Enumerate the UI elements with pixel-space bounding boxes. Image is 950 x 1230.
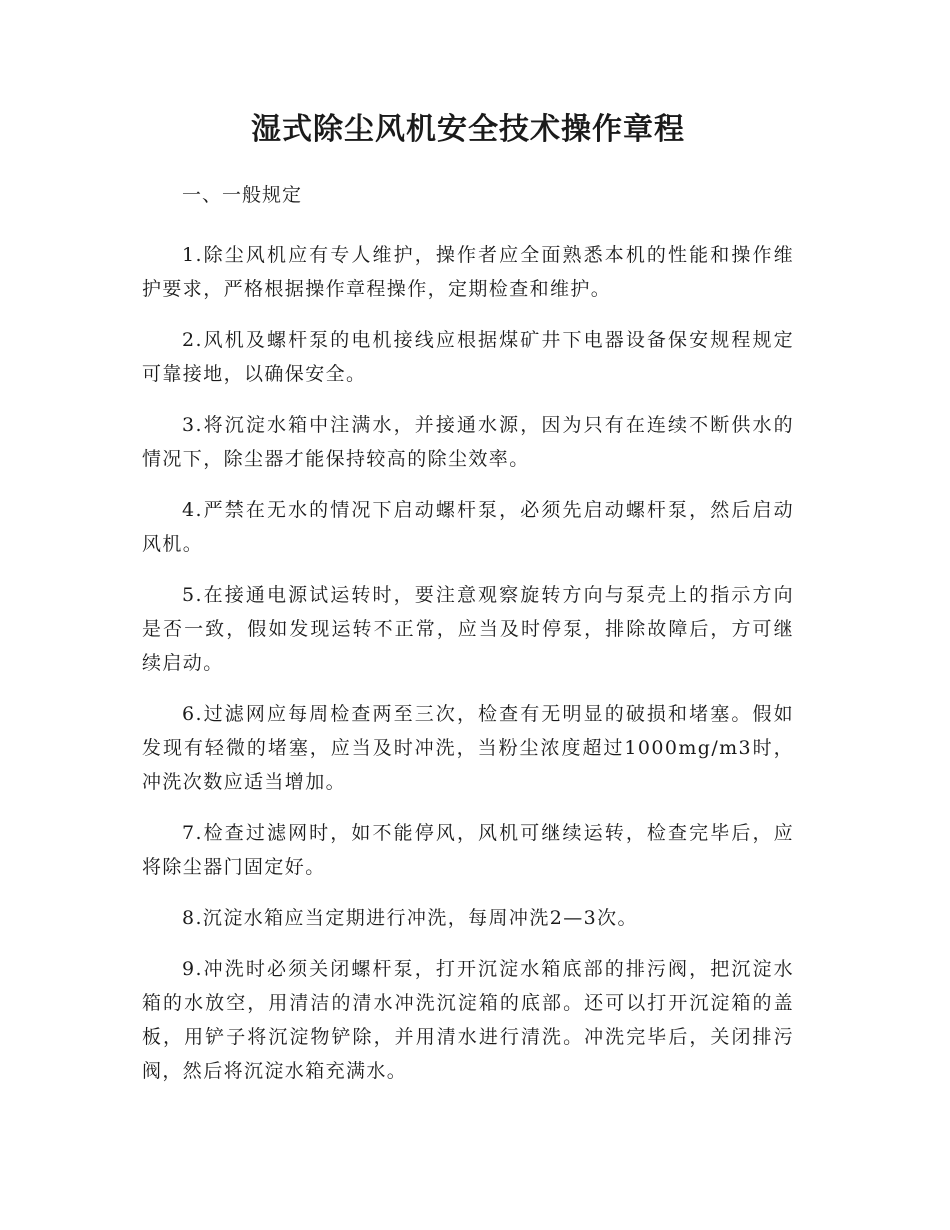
paragraph-2: 2.风机及螺杆泵的电机接线应根据煤矿井下电器设备保安规程规定可靠接地，以确保安全。 xyxy=(142,329,794,385)
paragraph-9: 9.冲洗时必须关闭螺杆泵，打开沉淀水箱底部的排污阀，把沉淀水箱的水放空，用清洁的清水冲洗沉淀箱的底部。还可以打开沉淀箱的盖板，用铲子将沉淀物铲除，并用清水进行清洗。冲洗完毕后，关闭排污阀，然后将沉淀水箱充满水。 xyxy=(142,958,794,1082)
paragraph-1: 1.除尘风机应有专人维护，操作者应全面熟悉本机的性能和操作维护要求，严格根据操作章程操作，定期检查和维护。 xyxy=(142,244,794,300)
paragraph-6: 6.过滤网应每周检查两至三次，检查有无明显的破损和堵塞。假如发现有轻微的堵塞，应当及时冲洗，当粉尘浓度超过1000mg/m3时，冲洗次数应适当增加。 xyxy=(142,703,794,793)
paragraph-4: 4.严禁在无水的情况下启动螺杆泵，必须先启动螺杆泵，然后启动风机。 xyxy=(142,499,794,555)
document-title: 湿式除尘风机安全技术操作章程 xyxy=(251,112,685,147)
paragraph-5: 5.在接通电源试运转时，要注意观察旋转方向与泵壳上的指示方向是否一致，假如发现运转不正常，应当及时停泵，排除故障后，方可继续启动。 xyxy=(142,584,794,674)
paragraph-7: 7.检查过滤网时，如不能停风，风机可继续运转，检查完毕后，应将除尘器门固定好。 xyxy=(142,822,794,878)
paragraph-3: 3.将沉淀水箱中注满水，并接通水源，因为只有在连续不断供水的情况下，除尘器才能保持较高的除尘效率。 xyxy=(142,414,794,470)
document-page xyxy=(142,108,794,1105)
section-heading: 一、一般规定 xyxy=(182,184,303,206)
paragraph-8: 8.沉淀水箱应当定期进行冲洗，每周冲洗2—3次。 xyxy=(182,907,638,929)
